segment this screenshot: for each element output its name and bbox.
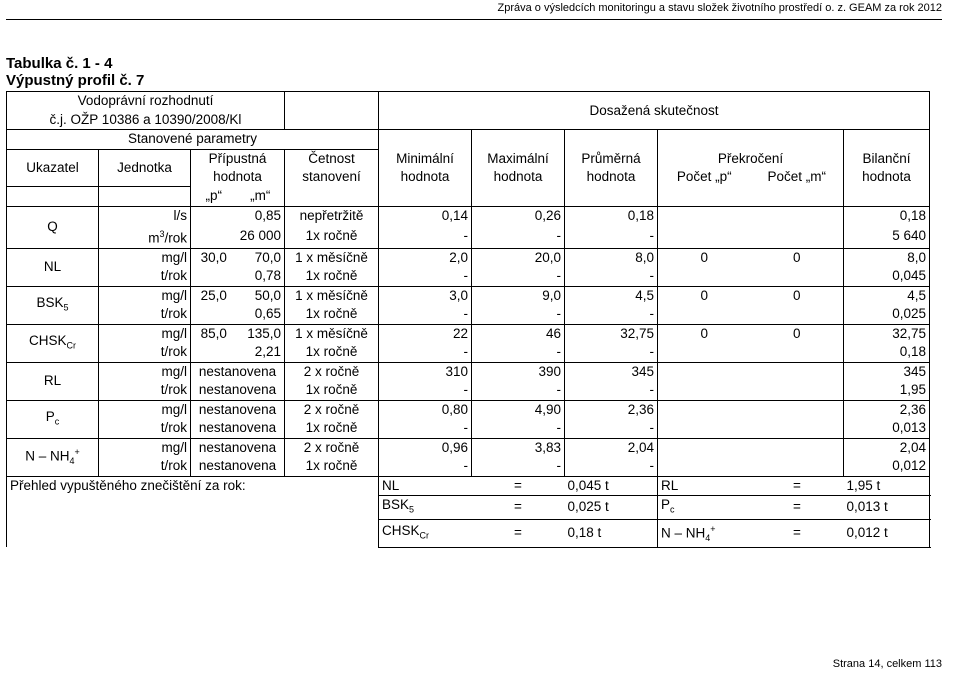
col-freq-2: stanovení: [285, 168, 379, 187]
count-p: [658, 438, 751, 457]
max-value-2: -: [472, 457, 565, 476]
col-unit: Jednotka: [99, 149, 191, 187]
count-m: [751, 362, 844, 381]
exceed-empty: [658, 419, 844, 438]
allowed-m-balance: 26 000: [237, 225, 285, 248]
table-row: [7, 400, 937, 419]
min-value: 2,0: [379, 248, 472, 267]
min-value-2: -: [379, 457, 472, 476]
allowed-na-2: nestanovena: [191, 457, 285, 476]
allowed-p-empty: [191, 267, 237, 286]
unit-1: mg/l: [99, 324, 191, 343]
allowed-na-1: nestanovena: [191, 438, 285, 457]
avg-value: 0,18: [565, 206, 658, 225]
allowed-na-2: nestanovena: [191, 419, 285, 438]
max-value-2: -: [472, 225, 565, 248]
table-row: [7, 305, 937, 324]
max-value: 4,90: [472, 400, 565, 419]
col-avg-2: hodnota: [565, 168, 658, 187]
max-value: 46: [472, 324, 565, 343]
summary-item-eq: =: [751, 496, 844, 520]
indicator-subscript: c: [54, 416, 60, 427]
summary-item-superscript: +: [710, 523, 716, 534]
exceed-empty: [658, 267, 844, 286]
allowed-na-1: nestanovena: [191, 362, 285, 381]
unit-1: mg/l: [99, 286, 191, 305]
table-row: [7, 248, 937, 267]
table-row: [7, 324, 937, 343]
monitoring-table: [6, 91, 936, 548]
frequency-2: 1x ročně: [285, 381, 379, 400]
balance-1: 2,04: [844, 438, 930, 457]
profile-label: Výpustný profil č. 7: [6, 72, 145, 89]
indicator-name: NL: [43, 259, 62, 274]
allowed-m: 50,0: [237, 286, 285, 305]
exceed-empty: [658, 457, 844, 476]
count-p: 0: [658, 286, 751, 305]
col-min-2: hodnota: [379, 168, 472, 187]
table-row: [7, 362, 937, 381]
balance-2: 0,045: [844, 267, 930, 286]
avg-value: 8,0: [565, 248, 658, 267]
summary-item-subscript: Cr: [419, 530, 430, 541]
balance-1: 4,5: [844, 286, 930, 305]
frequency-2: 1x ročně: [285, 225, 379, 248]
unit-1: mg/l: [99, 248, 191, 267]
frequency-1: 2 x ročně: [285, 438, 379, 457]
frequency-2: 1x ročně: [285, 267, 379, 286]
summary-item-label: P: [661, 497, 671, 512]
indicator-subscript: 4: [69, 456, 75, 467]
frequency-2: 1x ročně: [285, 343, 379, 362]
count-m: 0: [751, 286, 844, 305]
summary-item-value: 0,18 t: [565, 519, 658, 547]
balance-1: 8,0: [844, 248, 930, 267]
allowed-m: 0,85: [237, 206, 285, 225]
col-indicator: Ukazatel: [7, 149, 99, 187]
count-m: 0: [751, 248, 844, 267]
frequency-2: 1x ročně: [285, 419, 379, 438]
min-value-2: -: [379, 305, 472, 324]
balance-1: 32,75: [844, 324, 930, 343]
indicator-name: N – NH: [25, 448, 70, 464]
col-balance-1: Bilanční: [844, 149, 930, 168]
avg-value: 2,04: [565, 438, 658, 457]
min-value: 0,14: [379, 206, 472, 225]
unit-1: l/s: [99, 206, 191, 225]
min-value-2: -: [379, 267, 472, 286]
unit-2: t/rok: [99, 457, 191, 476]
document-header: Zpráva o výsledcích monitoringu a stavu složek životního prostředí o. z. GEAM za rok 2012: [497, 2, 942, 14]
allowed-p: 85,0: [191, 324, 237, 343]
summary-blank: [930, 519, 937, 547]
summary-item-name: [658, 496, 751, 520]
min-value: 0,80: [379, 400, 472, 419]
min-value: 310: [379, 362, 472, 381]
unit-2: t/rok: [99, 343, 191, 362]
max-value-2: -: [472, 343, 565, 362]
frequency-1: nepřetržitě: [285, 206, 379, 225]
exceed-empty: [658, 225, 844, 248]
table-label: Tabulka č. 1 - 4: [6, 55, 113, 72]
allowed-m-balance: 0,65: [237, 305, 285, 324]
summary-item-label: BSK: [382, 497, 410, 512]
allowed-p: 30,0: [191, 248, 237, 267]
col-allowed-2: hodnota: [191, 168, 285, 187]
summary-label: Přehled vypuštěného znečištění za rok:: [7, 476, 379, 547]
balance-1: 0,18: [844, 206, 930, 225]
table-row: [7, 206, 937, 225]
page-footer: Strana 14, celkem 113: [832, 658, 942, 670]
table-row: [7, 286, 937, 305]
table-row: [7, 343, 937, 362]
max-value: 20,0: [472, 248, 565, 267]
count-p: [658, 206, 751, 225]
allowed-na-2: nestanovena: [191, 381, 285, 400]
frequency-1: 1 x měsíčně: [285, 286, 379, 305]
col-max-2: hodnota: [472, 168, 565, 187]
count-p: 0: [658, 248, 751, 267]
indicator-cell: [7, 324, 99, 362]
unit-2: t/rok: [99, 419, 191, 438]
count-p: [658, 362, 751, 381]
col-count-m: Počet „m“: [751, 168, 844, 187]
frequency-1: 1 x měsíčně: [285, 248, 379, 267]
unit-1: mg/l: [99, 362, 191, 381]
max-value: 9,0: [472, 286, 565, 305]
permit-line-1: Vodoprávní rozhodnutí: [7, 92, 285, 111]
summary-item-name: [379, 476, 472, 496]
col-min-1: Minimální: [379, 149, 472, 168]
max-value-2: -: [472, 381, 565, 400]
min-value-2: -: [379, 225, 472, 248]
summary-blank: [930, 496, 937, 520]
balance-2: 5 640: [844, 225, 930, 248]
avg-value-2: -: [565, 381, 658, 400]
frequency-2: 1x ročně: [285, 457, 379, 476]
indicator-cell: [7, 362, 99, 400]
unit-1: mg/l: [99, 438, 191, 457]
allowed-p: 25,0: [191, 286, 237, 305]
indicator-name: P: [45, 408, 55, 424]
table-row: [7, 225, 937, 248]
summary-item-name: [658, 519, 751, 547]
unit-2: t/rok: [99, 305, 191, 324]
table-row: [7, 267, 937, 286]
indicator-superscript: +: [74, 447, 80, 458]
avg-value: 4,5: [565, 286, 658, 305]
frequency-1: 1 x měsíčně: [285, 324, 379, 343]
min-value-2: -: [379, 381, 472, 400]
indicator-name: RL: [43, 373, 62, 388]
unit-2: t/rok: [99, 267, 191, 286]
indicator-name: BSK: [36, 294, 64, 310]
summary-item-subscript: 5: [409, 504, 415, 515]
count-m: [751, 206, 844, 225]
allowed-p-empty: [191, 305, 237, 324]
max-value: 390: [472, 362, 565, 381]
col-freq-1: Četnost: [285, 149, 379, 168]
count-p: [658, 400, 751, 419]
col-allowed-1: Přípustná: [191, 149, 285, 168]
summary-item-eq: =: [751, 476, 844, 496]
summary-item-label: CHSK: [382, 522, 420, 538]
max-value: 3,83: [472, 438, 565, 457]
exceed-empty: [658, 343, 844, 362]
balance-2: 0,025: [844, 305, 930, 324]
allowed-na-1: nestanovena: [191, 400, 285, 419]
allowed-m: 135,0: [237, 324, 285, 343]
allowed-p-empty: [191, 225, 237, 248]
indicator-cell: [7, 400, 99, 438]
avg-value-2: -: [565, 267, 658, 286]
frequency-1: 2 x ročně: [285, 400, 379, 419]
summary-item-name: [379, 496, 472, 520]
balance-2: 1,95: [844, 381, 930, 400]
table-row: [7, 381, 937, 400]
col-avg-1: Průměrná: [565, 149, 658, 168]
frequency-2: 1x ročně: [285, 305, 379, 324]
summary-item-value: 0,012 t: [844, 519, 930, 547]
col-m: „m“: [237, 187, 285, 207]
balance-2: 0,013: [844, 419, 930, 438]
indicator-name: CHSK: [28, 332, 67, 348]
allowed-p-empty: [191, 343, 237, 362]
balance-2: 0,012: [844, 457, 930, 476]
allowed-p: [191, 206, 237, 225]
indicator-cell: [7, 248, 99, 286]
indicator-cell: [7, 206, 99, 248]
summary-item-eq: =: [751, 519, 844, 547]
avg-value-2: -: [565, 419, 658, 438]
summary-item-name: [379, 519, 472, 547]
unit-1: mg/l: [99, 400, 191, 419]
count-m: [751, 400, 844, 419]
summary-item-value: 1,95 t: [844, 476, 930, 496]
summary-item-value: 0,045 t: [565, 476, 658, 496]
summary-item-name: [658, 476, 751, 496]
table-row: [7, 457, 937, 476]
max-value-2: -: [472, 419, 565, 438]
exceed-empty: [658, 381, 844, 400]
table-row: [7, 419, 937, 438]
col-exceed: Překročení: [658, 149, 844, 168]
summary-item-label: N – NH: [661, 525, 706, 541]
min-value-2: -: [379, 419, 472, 438]
indicator-cell: [7, 438, 99, 476]
header-rule: [6, 19, 942, 20]
permit-line-2: č.j. OŽP 10386 a 10390/2008/Kl: [7, 111, 285, 130]
summary-item-subscript: c: [670, 504, 675, 515]
summary-row: [7, 476, 937, 496]
summary-item-eq: =: [472, 519, 565, 547]
table-row: [7, 438, 937, 457]
achieved-header: Dosažená skutečnost: [379, 92, 930, 130]
avg-value-2: -: [565, 457, 658, 476]
col-count-p: Počet „p“: [658, 168, 751, 187]
min-value: 22: [379, 324, 472, 343]
balance-1: 345: [844, 362, 930, 381]
min-value: 3,0: [379, 286, 472, 305]
avg-value-2: -: [565, 225, 658, 248]
avg-value: 345: [565, 362, 658, 381]
indicator-subscript: Cr: [66, 340, 76, 351]
avg-value-2: -: [565, 343, 658, 362]
summary-item-label: NL: [382, 477, 400, 493]
count-p: 0: [658, 324, 751, 343]
summary-item-value: 0,025 t: [565, 496, 658, 520]
allowed-m-balance: 2,21: [237, 343, 285, 362]
allowed-m-balance: 0,78: [237, 267, 285, 286]
avg-value-2: -: [565, 305, 658, 324]
summary-item-eq: =: [472, 476, 565, 496]
summary-item-subscript: 4: [705, 532, 711, 543]
min-value-2: -: [379, 343, 472, 362]
summary-item-value: 0,013 t: [844, 496, 930, 520]
balance-2: 0,18: [844, 343, 930, 362]
frequency-1: 2 x ročně: [285, 362, 379, 381]
count-m: 0: [751, 324, 844, 343]
allowed-m: 70,0: [237, 248, 285, 267]
exceed-empty: [658, 305, 844, 324]
unit-2: t/rok: [99, 381, 191, 400]
indicator-subscript: 5: [63, 302, 69, 313]
min-value: 0,96: [379, 438, 472, 457]
col-balance-2: hodnota: [844, 168, 930, 187]
avg-value: 32,75: [565, 324, 658, 343]
indicator-name: Q: [47, 219, 58, 234]
summary-item-label: RL: [661, 477, 679, 493]
summary-item-eq: =: [472, 496, 565, 520]
col-max-1: Maximální: [472, 149, 565, 168]
col-p: „p“: [191, 187, 237, 207]
count-m: [751, 438, 844, 457]
max-value-2: -: [472, 305, 565, 324]
balance-1: 2,36: [844, 400, 930, 419]
avg-value: 2,36: [565, 400, 658, 419]
max-value: 0,26: [472, 206, 565, 225]
set-params-header: Stanovené parametry: [7, 130, 379, 150]
unit-2: $m^3$/rok: [99, 225, 191, 248]
summary-blank: [930, 476, 937, 496]
indicator-cell: [7, 286, 99, 324]
max-value-2: -: [472, 267, 565, 286]
